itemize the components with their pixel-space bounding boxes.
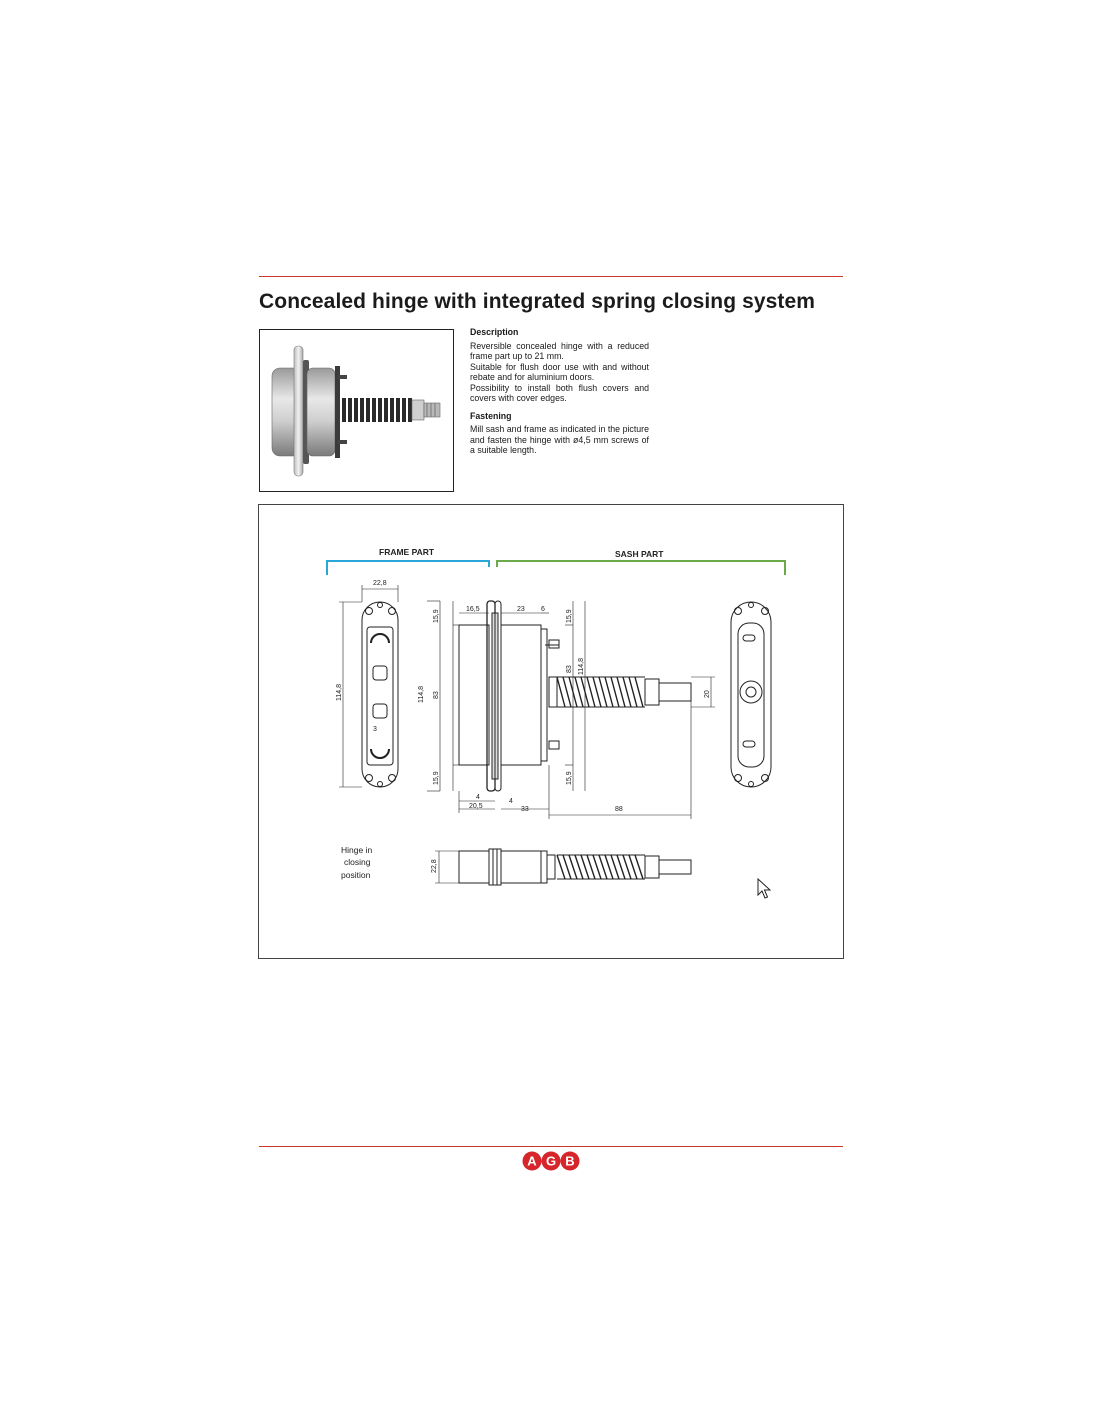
frame-part-label: FRAME PART bbox=[379, 547, 435, 557]
dim-spring-20: 20 bbox=[704, 690, 711, 698]
sash-part-front-view bbox=[731, 602, 771, 787]
top-divider bbox=[259, 276, 843, 277]
description-line-3: Possibility to install both flush covers and covers with cover edges. bbox=[470, 382, 649, 403]
dim-right-83: 83 bbox=[566, 665, 573, 673]
dim-16-5: 16,5 bbox=[466, 606, 480, 613]
sash-part-bracket bbox=[497, 561, 785, 575]
dim-88: 88 bbox=[615, 806, 623, 813]
closing-note-1: Hinge in bbox=[341, 845, 373, 855]
spring bbox=[549, 677, 691, 707]
logo-letter-a: A bbox=[527, 1153, 537, 1169]
frame-part-bracket bbox=[327, 561, 489, 575]
dim-bottom-15-9: 15,9 bbox=[433, 771, 440, 785]
dim-6: 6 bbox=[541, 606, 545, 613]
fastening-heading: Fastening bbox=[470, 410, 512, 421]
hinge-side-view bbox=[459, 601, 559, 791]
description-block bbox=[470, 327, 649, 456]
closing-note-2: closing bbox=[344, 857, 371, 867]
dim-right-15-9-top: 15,9 bbox=[566, 609, 573, 623]
product-photo bbox=[259, 329, 454, 492]
dim-4-b: 4 bbox=[509, 798, 513, 805]
sash-part-label: SASH PART bbox=[615, 549, 664, 559]
logo-letter-g: G bbox=[545, 1153, 557, 1169]
dim-23: 23 bbox=[517, 606, 525, 613]
dim-4-a: 4 bbox=[476, 794, 480, 801]
dim-frame-width: 22,8 bbox=[373, 580, 387, 587]
dim-side-height: 114,8 bbox=[418, 686, 425, 703]
dim-33: 33 bbox=[521, 806, 529, 813]
agb-logo bbox=[522, 1151, 580, 1176]
frame-part-front-view bbox=[362, 602, 398, 787]
dim-right-15-9-bottom: 15,9 bbox=[566, 771, 573, 785]
logo-letter-b: B bbox=[565, 1153, 575, 1169]
dim-frame-height: 114,8 bbox=[336, 684, 343, 701]
description-line-2: Suitable for flush door use with and without rebate and for aluminium doors. bbox=[470, 361, 649, 382]
dim-side-83: 83 bbox=[433, 691, 440, 699]
description-heading: Description bbox=[470, 327, 519, 337]
dim-closed-22-8: 22,8 bbox=[431, 859, 438, 873]
closing-note-3: position bbox=[341, 870, 371, 880]
dim-20-5: 20,5 bbox=[469, 803, 483, 810]
bottom-divider bbox=[259, 1146, 843, 1147]
dim-top-15-9: 15,9 bbox=[433, 609, 440, 623]
frame-marking: 3 bbox=[373, 726, 377, 733]
description-line-1: Reversible concealed hinge with a reduced frame part up to 21 mm. bbox=[470, 340, 649, 361]
hinge-closed-view bbox=[459, 849, 691, 885]
page-title: Concealed hinge with integrated spring closing system bbox=[259, 290, 816, 313]
fastening-text: Mill sash and frame as indicated in the picture and fasten the hinge with ø4,5 mm screws of a suitable length. bbox=[470, 424, 649, 455]
mouse-pointer-icon bbox=[757, 878, 773, 905]
dim-right-114-8: 114,8 bbox=[578, 658, 585, 675]
